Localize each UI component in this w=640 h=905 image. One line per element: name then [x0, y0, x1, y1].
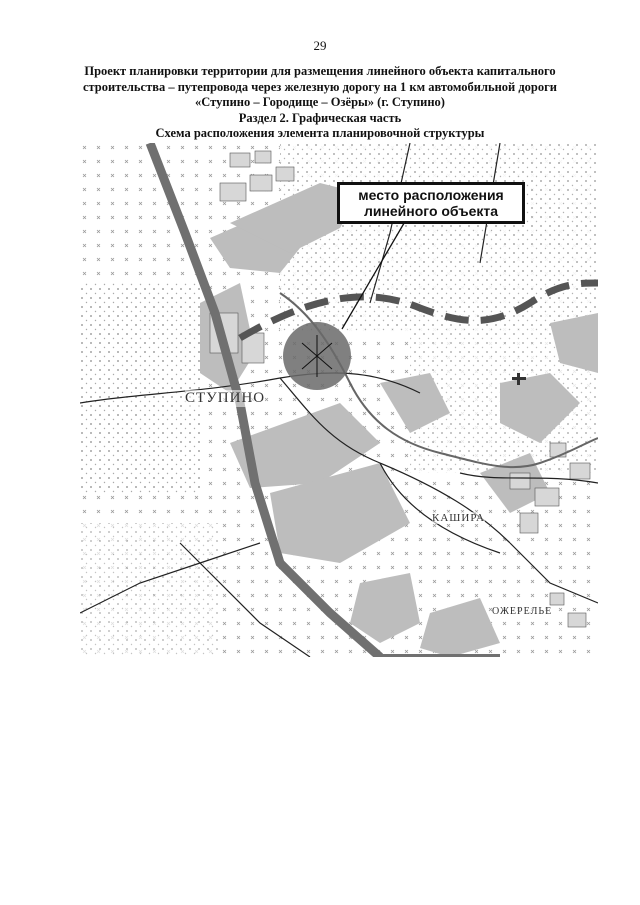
page-number: 29 — [313, 38, 327, 53]
dotted-zone-west — [80, 283, 200, 493]
label-kashira: КАШИРА — [432, 512, 485, 524]
label-ozherelye: ОЖЕРЕЛЬЕ — [492, 606, 553, 617]
document-title — [60, 64, 580, 142]
title-line-1: Проект планировки территории для размещения линейного объекта капитального — [84, 64, 556, 78]
callout-line-2: линейного объекта — [363, 203, 499, 219]
callout-line-1: место расположения — [358, 187, 504, 203]
title-line-3: «Ступино – Городище – Озёры» (г. Ступино) — [195, 95, 445, 109]
label-stupino: СТУПИНО — [185, 390, 266, 406]
dotted-zone-south — [80, 523, 220, 657]
section-heading: Раздел 2. Графическая часть — [238, 110, 402, 125]
title-line-2: строительства – путепровода через железную дорогу на 1 км автомобильной дороги — [82, 79, 558, 94]
scheme-heading: Схема расположения элемента планировочной структуры — [155, 126, 485, 140]
location-callout — [337, 182, 525, 224]
